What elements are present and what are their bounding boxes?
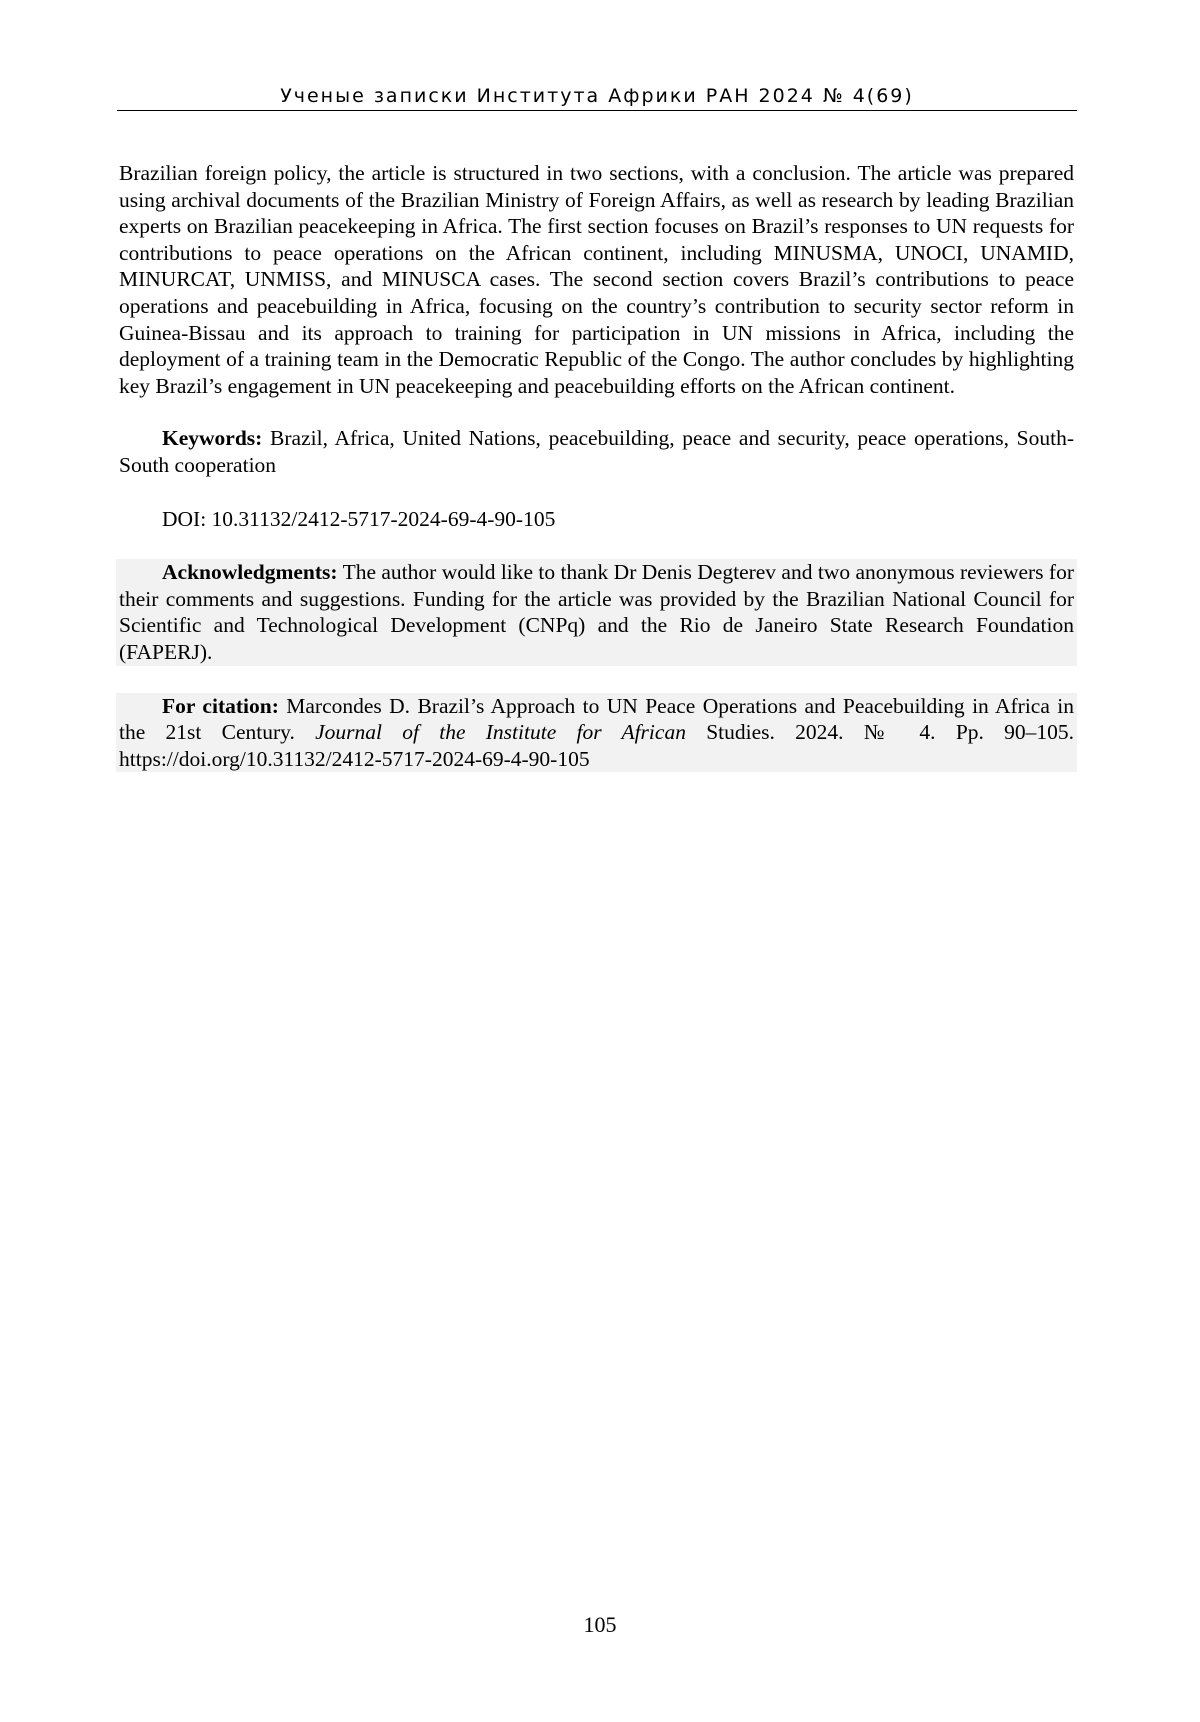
running-header: Ученые записки Института Африки РАН 2024 № 4(69) — [280, 85, 914, 107]
acknowledgments-paragraph — [116, 559, 1077, 665]
keywords-text: Brazil, Africa, United Nations, peacebuilding, peace and security, peace operations, South-South cooperation — [119, 426, 1074, 477]
citation-text-before: Marcondes D. Brazil’s Approach to UN Peace Operations and Peacebuilding in Africa in the 21st Century. — [119, 693, 1074, 745]
keywords-label: Keywords: — [162, 426, 263, 451]
keywords-paragraph — [119, 425, 1074, 478]
article-body — [119, 160, 1074, 772]
citation-label: For citation: — [162, 693, 279, 718]
citation-paragraph — [116, 693, 1077, 773]
acknowledgments-label: Acknowledgments: — [162, 560, 338, 585]
acknowledgments-text: The author would like to thank Dr Denis Degterev and two anonymous reviewers for their comments and suggestions. Funding for the article was provided by the Brazilian National Council for Scientific and Technological Development (CNPq) and the Rio de Janeiro State Research Foundation (FAPERJ). — [119, 560, 1074, 664]
header-rule — [117, 110, 1077, 111]
page-number: 105 — [583, 1612, 617, 1637]
doi-paragraph: DOI: 10.31132/2412-5717-2024-69-4-90-105 — [162, 506, 556, 531]
abstract-paragraph: Brazilian foreign policy, the article is structured in two sections, with a conclusion. The article was prepared using archival documents of the Brazilian Ministry of Foreign Affairs, as well as research by leading Brazilian experts on Brazilian peacekeeping in Africa. The first section focuses on Brazil’s responses to UN requests for contributions to peace operations on the African continent, including MINUSMA, UNOCI, UNAMID, MINURCAT, UNMISS, and MINUSCA cases. The second section covers Brazil’s contributions to peace operations and peacebuilding in Africa, focusing on the country’s contribution to security sector reform in Guinea-Bissau and its approach to training for participation in UN missions in Africa, including the deployment of a training team in the Democratic Republic of the Congo. The author concludes by highlighting key Brazil’s engagement in UN peacekeeping and peacebuilding efforts on the African continent. — [119, 161, 1074, 398]
citation-text-after: Studies. 2024. № 4. Pp. 90–105. https://doi.org/10.31132/2412-5717-2024-69-4-90-105 — [119, 720, 1075, 771]
citation-journal-title: Journal of the Institute for African — [315, 720, 686, 745]
